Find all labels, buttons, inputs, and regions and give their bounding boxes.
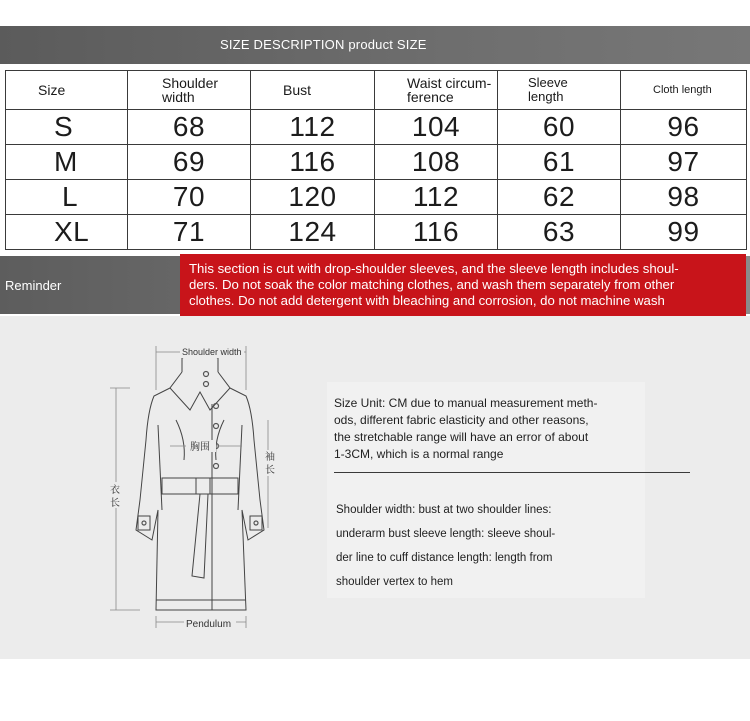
hem-label: Pendulum bbox=[186, 619, 232, 630]
measurement-notes bbox=[336, 498, 616, 594]
reminder-notice bbox=[180, 254, 746, 316]
sleeve-cell: 61 bbox=[498, 145, 621, 180]
reminder-line: clothes. Do not add detergent with bleaching and corrosion, do not machine wash bbox=[189, 293, 665, 308]
table-row bbox=[6, 215, 747, 250]
size-cell: M bbox=[6, 145, 128, 180]
header-cloth-length: Cloth length bbox=[621, 71, 747, 110]
size-cell: S bbox=[6, 110, 128, 145]
bust-cell: 120 bbox=[251, 180, 375, 215]
size-table bbox=[5, 70, 747, 250]
sleeve-length-label-top: 袖 bbox=[265, 452, 275, 463]
size-unit-line: the stretchable range will have an error of about bbox=[334, 430, 589, 444]
bust-label: 胸围 bbox=[190, 442, 210, 453]
size-unit-line: Size Unit: CM due to manual measurement meth- bbox=[334, 396, 598, 410]
shoulder-cell: 69 bbox=[128, 145, 251, 180]
shoulder-cell: 68 bbox=[128, 110, 251, 145]
length-cell: 96 bbox=[621, 110, 747, 145]
waist-cell: 116 bbox=[375, 215, 498, 250]
coat-outline-icon bbox=[136, 354, 264, 610]
size-unit-line: ods, different fabric elasticity and other reasons, bbox=[334, 413, 589, 427]
table-row bbox=[6, 145, 747, 180]
measure-line: underarm bust sleeve length: sleeve shoul- bbox=[336, 528, 556, 540]
waist-cell: 108 bbox=[375, 145, 498, 180]
length-cell: 97 bbox=[621, 145, 747, 180]
size-cell: L bbox=[6, 180, 128, 215]
title-banner bbox=[0, 26, 750, 64]
header-sleeve-length: Sleeve length bbox=[498, 71, 621, 110]
banner-title: SIZE DESCRIPTION product SIZE bbox=[220, 37, 427, 52]
sleeve-cell: 60 bbox=[498, 110, 621, 145]
measure-line: Shoulder width: bust at two shoulder lines: bbox=[336, 504, 552, 516]
reminder-line: ders. Do not soak the color matching clothes, and wash them separately from other bbox=[189, 277, 675, 292]
table-row bbox=[6, 180, 747, 215]
shoulder-cell: 70 bbox=[128, 180, 251, 215]
table-header-row bbox=[6, 71, 747, 110]
shoulder-width-label: Shoulder width bbox=[182, 347, 242, 357]
bust-cell: 116 bbox=[251, 145, 375, 180]
waist-cell: 112 bbox=[375, 180, 498, 215]
sleeve-cell: 63 bbox=[498, 215, 621, 250]
cloth-length-label-top: 衣 bbox=[110, 485, 120, 496]
bust-cell: 112 bbox=[251, 110, 375, 145]
size-cell: XL bbox=[6, 215, 128, 250]
sleeve-length-label-bottom: 长 bbox=[265, 465, 275, 476]
waist-cell: 104 bbox=[375, 110, 498, 145]
size-unit-note bbox=[334, 395, 634, 463]
coat-diagram bbox=[100, 330, 300, 642]
reminder-line: This section is cut with drop-shoulder sleeves, and the sleeve length includes shoul- bbox=[189, 261, 679, 276]
length-cell: 99 bbox=[621, 215, 747, 250]
sleeve-cell: 62 bbox=[498, 180, 621, 215]
header-size: Size bbox=[6, 71, 128, 110]
table-row bbox=[6, 110, 747, 145]
shoulder-cell: 71 bbox=[128, 215, 251, 250]
header-bust: Bust bbox=[251, 71, 375, 110]
header-waist: Waist circum- ference bbox=[375, 71, 498, 110]
length-cell: 98 bbox=[621, 180, 747, 215]
measure-line: der line to cuff distance length: length from bbox=[336, 552, 553, 564]
divider bbox=[334, 472, 690, 473]
reminder-label: Reminder bbox=[5, 278, 62, 293]
header-shoulder-width: Shoulder width bbox=[128, 71, 251, 110]
cloth-length-label-bottom: 长 bbox=[110, 498, 120, 509]
bust-cell: 124 bbox=[251, 215, 375, 250]
size-unit-line: 1-3CM, which is a normal range bbox=[334, 447, 504, 461]
measure-line: shoulder vertex to hem bbox=[336, 576, 453, 588]
